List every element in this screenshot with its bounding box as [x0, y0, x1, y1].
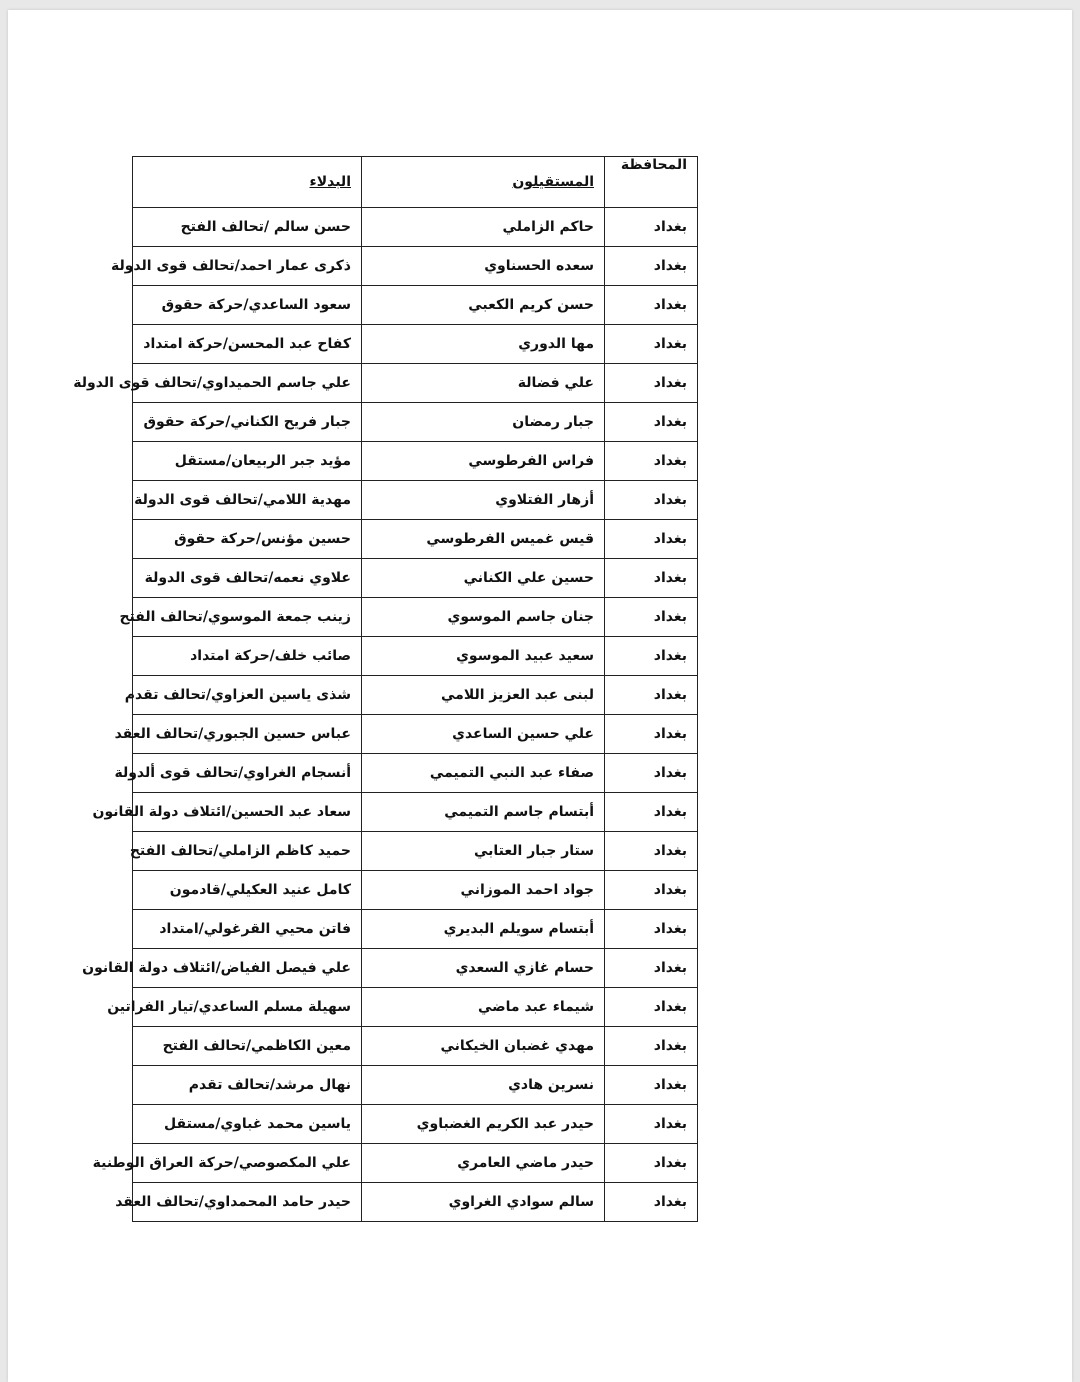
table-row: [133, 247, 698, 286]
independent-name-cell: سعده الحسناوي: [362, 247, 605, 286]
independent-name-cell: جنان جاسم الموسوي: [362, 598, 605, 637]
independent-name-cell: فراس الفرطوسي: [362, 442, 605, 481]
province-cell: بغداد: [605, 793, 698, 832]
table-header-row: [133, 157, 698, 208]
province-cell: بغداد: [605, 1105, 698, 1144]
alternate-name-cell: شذى ياسين العزاوي/تحالف تقدم: [133, 676, 362, 715]
independent-name-cell: جبار رمضان: [362, 403, 605, 442]
alternate-name-cell: كامل عنيد العكيلي/قادمون: [133, 871, 362, 910]
independent-name-cell: جواد احمد الموزاني: [362, 871, 605, 910]
province-cell: بغداد: [605, 1066, 698, 1105]
table-row: [133, 871, 698, 910]
table-row: [133, 1144, 698, 1183]
province-cell: بغداد: [605, 1144, 698, 1183]
independent-name-cell: حاكم الزاملي: [362, 208, 605, 247]
table-row: [133, 442, 698, 481]
independent-name-cell: علي فضالة: [362, 364, 605, 403]
table-row: [133, 910, 698, 949]
province-cell: بغداد: [605, 520, 698, 559]
independent-name-cell: لبنى عبد العزيز اللامي: [362, 676, 605, 715]
province-cell: بغداد: [605, 637, 698, 676]
province-cell: بغداد: [605, 949, 698, 988]
independent-name-cell: سالم سوادي الغراوي: [362, 1183, 605, 1222]
province-cell: بغداد: [605, 1183, 698, 1222]
province-cell: بغداد: [605, 910, 698, 949]
province-cell: بغداد: [605, 754, 698, 793]
alternate-name-cell: مهدية اللامي/تحالف قوى الدولة: [133, 481, 362, 520]
table-row: [133, 520, 698, 559]
table-row: [133, 208, 698, 247]
province-cell: بغداد: [605, 364, 698, 403]
table-row: [133, 559, 698, 598]
replacement-table: [73, 156, 698, 1222]
alternate-name-cell: عباس حسين الجبوري/تحالف العقد: [133, 715, 362, 754]
table-row: [133, 403, 698, 442]
province-cell: بغداد: [605, 442, 698, 481]
independent-name-cell: حيدر عبد الكريم الغضباوي: [362, 1105, 605, 1144]
table-row: [133, 1027, 698, 1066]
table-row: [133, 1066, 698, 1105]
alternate-name-cell: ياسين محمد غباوي/مستقل: [133, 1105, 362, 1144]
alternate-name-cell: حيدر حامد المحمداوي/تحالف العقد: [133, 1183, 362, 1222]
independent-name-cell: مهدي غضبان الخيكاني: [362, 1027, 605, 1066]
province-cell: بغداد: [605, 286, 698, 325]
province-cell: بغداد: [605, 871, 698, 910]
alternate-name-cell: مؤيد جبر الربيعان/مستقل: [133, 442, 362, 481]
province-cell: بغداد: [605, 988, 698, 1027]
table-row: [133, 1105, 698, 1144]
independent-name-cell: علي حسين الساعدي: [362, 715, 605, 754]
province-cell: بغداد: [605, 1027, 698, 1066]
alternate-name-cell: علاوي نعمه/تحالف قوى الدولة: [133, 559, 362, 598]
alternate-name-cell: سعود الساعدي/حركة حقوق: [133, 286, 362, 325]
independent-name-cell: صفاء عبد النبي التميمي: [362, 754, 605, 793]
alternate-name-cell: حميد كاظم الزاملي/تحالف الفتح: [133, 832, 362, 871]
table-row: [133, 715, 698, 754]
province-cell: بغداد: [605, 247, 698, 286]
alternate-name-cell: علي جاسم الحميداوي/تحالف قوى الدولة: [133, 364, 362, 403]
independent-name-cell: حسن كريم الكعبي: [362, 286, 605, 325]
independent-name-cell: حيدر ماضي العامري: [362, 1144, 605, 1183]
independent-name-cell: نسرين هادي: [362, 1066, 605, 1105]
header-alternates: البدلاء: [133, 157, 362, 208]
alternate-name-cell: ذكرى عمار احمد/تحالف قوى الدولة: [133, 247, 362, 286]
independent-name-cell: شيماء عبد ماضي: [362, 988, 605, 1027]
table-row: [133, 286, 698, 325]
independent-name-cell: قيس غميس الفرطوسي: [362, 520, 605, 559]
alternate-name-cell: صائب خلف/حركة امتداد: [133, 637, 362, 676]
province-cell: بغداد: [605, 598, 698, 637]
province-cell: بغداد: [605, 403, 698, 442]
province-cell: بغداد: [605, 559, 698, 598]
table-row: [133, 793, 698, 832]
table-row: [133, 949, 698, 988]
alternate-name-cell: جبار فريح الكناني/حركة حقوق: [133, 403, 362, 442]
table-row: [133, 832, 698, 871]
alternate-name-cell: علي فيصل الفياض/ائتلاف دولة القانون: [133, 949, 362, 988]
independent-name-cell: ستار جبار العتابي: [362, 832, 605, 871]
alternate-name-cell: معين الكاظمي/تحالف الفتح: [133, 1027, 362, 1066]
header-independents: المستقيلون: [362, 157, 605, 208]
province-cell: بغداد: [605, 481, 698, 520]
independent-name-cell: سعيد عبيد الموسوي: [362, 637, 605, 676]
table-row: [133, 676, 698, 715]
independent-name-cell: أبتسام سويلم البديري: [362, 910, 605, 949]
independent-name-cell: حسين علي الكناني: [362, 559, 605, 598]
independent-name-cell: أزهار الفتلاوي: [362, 481, 605, 520]
province-cell: بغداد: [605, 325, 698, 364]
alternate-name-cell: حسن سالم /تحالف الفتح: [133, 208, 362, 247]
table-row: [133, 754, 698, 793]
alternate-name-cell: علي المكصوصي/حركة العراق الوطنية: [133, 1144, 362, 1183]
province-cell: بغداد: [605, 832, 698, 871]
alternate-name-cell: كفاح عبد المحسن/حركة امتداد: [133, 325, 362, 364]
table-row: [133, 1183, 698, 1222]
table-row: [133, 481, 698, 520]
independent-name-cell: أبتسام جاسم التميمي: [362, 793, 605, 832]
alternate-name-cell: أنسجام الغراوي/تحالف قوى ألدولة: [133, 754, 362, 793]
table-row: [133, 364, 698, 403]
alternate-name-cell: حسين مؤنس/حركة حقوق: [133, 520, 362, 559]
document-page: [8, 10, 1072, 1382]
alternate-name-cell: سعاد عبد الحسين/ائتلاف دولة القانون: [133, 793, 362, 832]
table-row: [133, 325, 698, 364]
alternate-name-cell: سهيلة مسلم الساعدي/تيار الفراتين: [133, 988, 362, 1027]
table-row: [133, 988, 698, 1027]
independent-name-cell: مها الدوري: [362, 325, 605, 364]
independent-name-cell: حسام غازي السعدي: [362, 949, 605, 988]
province-cell: بغداد: [605, 208, 698, 247]
header-province: المحافظة: [605, 157, 698, 208]
table-body: [73, 208, 698, 1222]
province-cell: بغداد: [605, 715, 698, 754]
alternate-name-cell: فاتن محيي القرغولي/امتداد: [133, 910, 362, 949]
table-row: [133, 637, 698, 676]
province-cell: بغداد: [605, 676, 698, 715]
alternate-name-cell: نهال مرشد/تحالف تقدم: [133, 1066, 362, 1105]
table-row: [133, 598, 698, 637]
alternate-name-cell: زينب جمعة الموسوي/تحالف الفتح: [133, 598, 362, 637]
